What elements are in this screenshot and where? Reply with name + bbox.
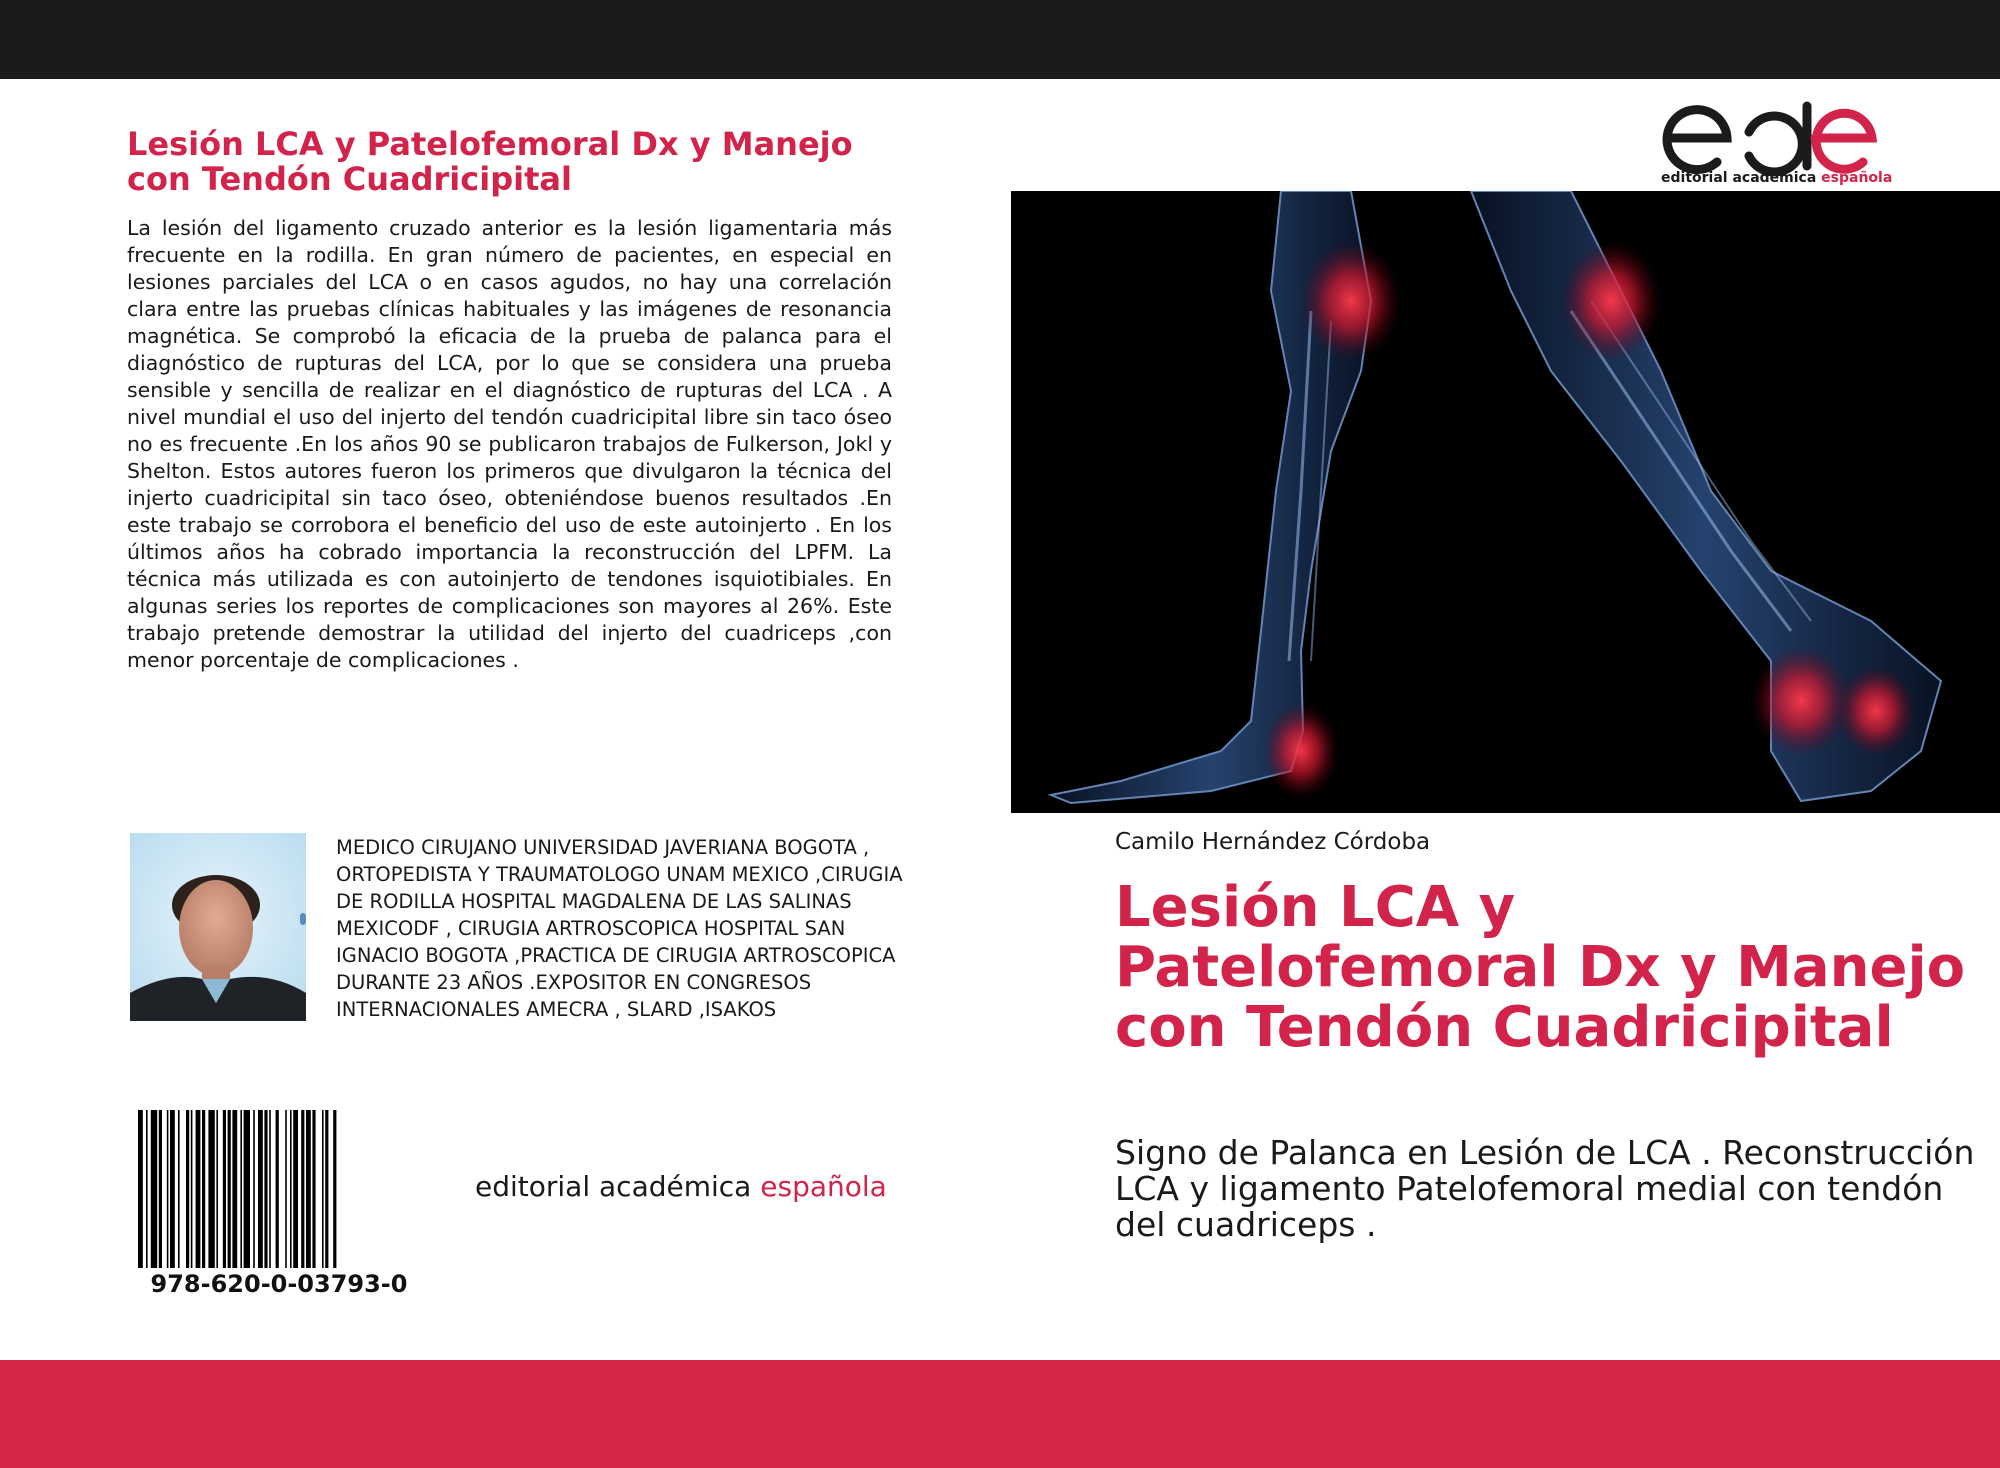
barcode-bar bbox=[290, 1110, 292, 1268]
back-cover-blurb: La lesión del ligamento cruzado anterior es la lesión ligamentaria más frecuente en la rodilla. En gran número de pacientes, en especial en lesiones parciales del LCA o en casos agudos, no hay una correlación clara entre las pruebas clínicas habituales y las imágenes de resonancia magnética. Se comprobó la eficacia de la prueba de palanca para el diagnóstico de rupturas del LCA, por lo que se considera una prueba sensible y sencilla de realizar en el diagnóstico de rupturas del LCA . A nivel mundial el uso del injerto del tendón cuadricipital libre sin taco óseo no es frecuente .En los años 90 se publicaron trabajos de Fulkerson, Jokl y Shelton. Estos autores fueron los primeros que divulgaron la técnica del injerto cuadricipital sin taco óseo, obteniéndose buenos resultados .En este trabajo se corrobora el beneficio del uso de este autoinjerto . En los últimos años ha cobrado importancia la reconstrucción del LPFM. La técnica más utilizada es con autoinjerto de tendones isquiotibiales. En algunas series los reportes de complicaciones son mayores al 26%. Este trabajo pretende demostrar la utilidad del injerto del cuadriceps ,con menor porcentaje de complicaciones . bbox=[127, 216, 892, 672]
barcode-bar bbox=[264, 1110, 267, 1268]
barcode-bar bbox=[240, 1110, 242, 1268]
publisher-logo-text bbox=[1661, 170, 1892, 186]
barcode-bar bbox=[244, 1110, 250, 1268]
author-bio: MEDICO CIRUJANO UNIVERSIDAD JAVERIANA BOGOTA , ORTOPEDISTA Y TRAUMATOLOGO UNAM MEXICO ,CIRUGIA DE RODILLA HOSPITAL MAGDALENA DE LAS SALINAS MEXICODF , CIRUGIA ARTROSCOPICA HOSPITAL SAN IGNACIO BOGOTA ,PRACTICA DE CIRUGIA ARTROSCOPICA DURANTE 23 AÑOS .EXPOSITOR EN CONGRESOS INTERNACIONALES AMECRA , SLARD ,ISAKOS bbox=[336, 836, 903, 1021]
barcode-bar bbox=[322, 1110, 324, 1268]
front-cover-title: Lesión LCA y Patelofemoral Dx y Manejo con Tendón Cuadricipital bbox=[1115, 875, 1966, 1060]
back-cover-title: Lesión LCA y Patelofemoral Dx y Manejo con Tendón Cuadricipital bbox=[127, 125, 853, 198]
barcode-bar bbox=[301, 1110, 304, 1268]
barcode-bar bbox=[146, 1110, 148, 1268]
barcode-bar bbox=[306, 1110, 311, 1268]
front-cover-subtitle: Signo de Palanca en Lesión de LCA . Reconstrucción LCA y ligamento Patelofemoral medial con tendón del cuadriceps . bbox=[1115, 1133, 1975, 1244]
barcode-bar bbox=[276, 1110, 279, 1268]
isbn-number: 978-620-0-03793-0 bbox=[150, 1270, 408, 1298]
barcode-bar bbox=[253, 1110, 255, 1268]
barcode-bar bbox=[216, 1110, 218, 1268]
barcode-bar bbox=[258, 1110, 263, 1268]
barcode-bar bbox=[269, 1110, 271, 1268]
publisher-name-part2: española bbox=[760, 1170, 887, 1203]
barcode-bar bbox=[293, 1110, 298, 1268]
barcode bbox=[138, 1110, 420, 1268]
barcode-bar bbox=[196, 1110, 201, 1268]
barcode-bar bbox=[228, 1110, 231, 1268]
publisher-name bbox=[475, 1170, 887, 1203]
barcode-bar bbox=[232, 1110, 237, 1268]
barcode-bar bbox=[138, 1110, 143, 1268]
top-bar bbox=[0, 0, 2000, 79]
barcode-bar bbox=[208, 1110, 214, 1268]
barcode-bar bbox=[178, 1110, 180, 1268]
barcode-bar bbox=[312, 1110, 315, 1268]
bottom-bar bbox=[0, 1360, 2000, 1468]
barcode-bar bbox=[167, 1110, 169, 1268]
barcode-bar bbox=[223, 1110, 226, 1268]
barcode-bar bbox=[191, 1110, 193, 1268]
barcode-bar bbox=[186, 1110, 189, 1268]
barcode-bar bbox=[151, 1110, 157, 1268]
barcode-bar bbox=[285, 1110, 287, 1268]
publisher-name-part1: editorial académica bbox=[475, 1170, 752, 1203]
author-photo bbox=[130, 833, 306, 1021]
barcode-bar bbox=[170, 1110, 175, 1268]
author-name: Camilo Hernández Córdoba bbox=[1115, 829, 1431, 855]
cover-image-xray-legs bbox=[1011, 191, 2000, 813]
barcode-bar bbox=[202, 1110, 205, 1268]
logo-text-part1: editorial académica bbox=[1661, 170, 1817, 186]
logo-text-part2: española bbox=[1821, 170, 1893, 186]
barcode-bar bbox=[333, 1110, 336, 1268]
barcode-bar bbox=[325, 1110, 328, 1268]
barcode-bar bbox=[159, 1110, 162, 1268]
